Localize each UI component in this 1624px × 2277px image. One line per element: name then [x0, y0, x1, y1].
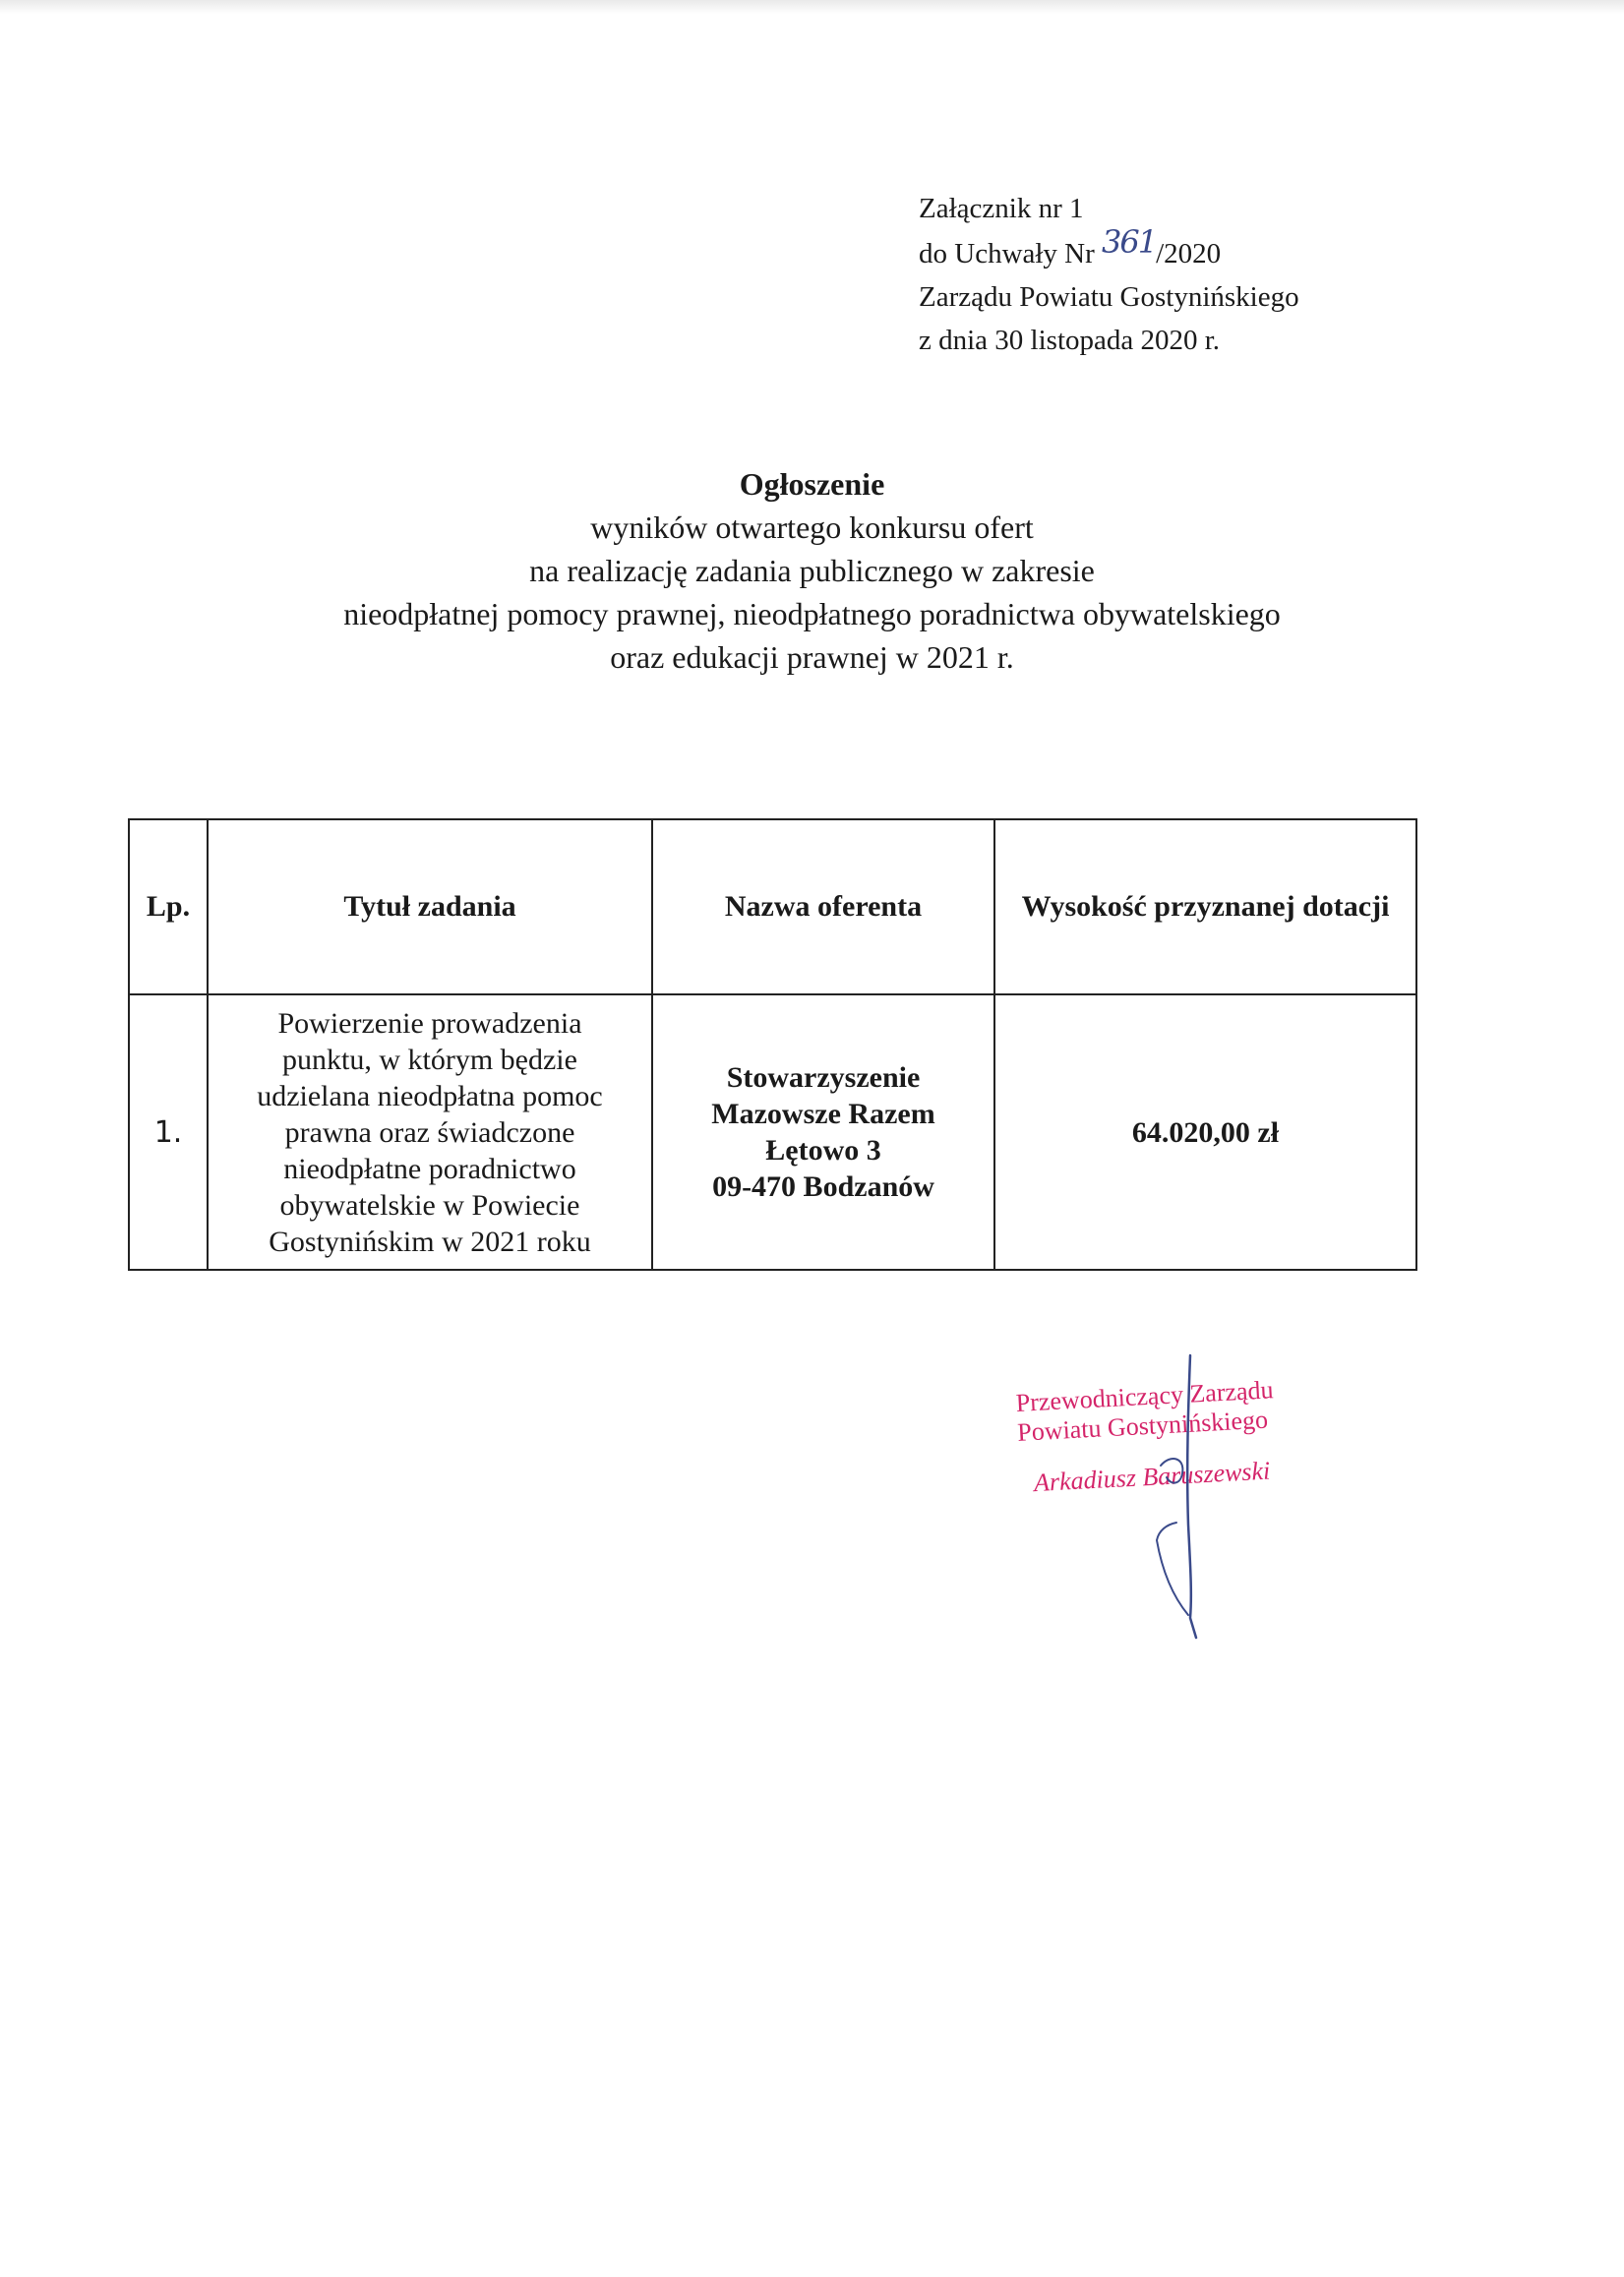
table-row	[129, 994, 1416, 1270]
stamp-line-1: Przewodniczący Zarządu	[1015, 1375, 1275, 1417]
stamp-line-2: Powiatu Gostynińskiego	[1016, 1405, 1269, 1447]
table-header-row	[129, 819, 1416, 994]
announcement-line-4: oraz edukacji prawnej w 2021 r.	[610, 639, 1014, 675]
row-task-title	[208, 994, 652, 1270]
annex-line-4: z dnia 30 listopada 2020 r.	[919, 325, 1221, 356]
announcement-line-1: wyników otwartego konkursu ofert	[590, 509, 1034, 545]
task-title-line: punktu, w którym będzie	[282, 1043, 577, 1076]
header-offeror-name: Nazwa oferenta	[652, 819, 994, 994]
row-grant-amount: 64.020,00 zł	[994, 994, 1416, 1270]
handwritten-signature	[1131, 1348, 1249, 1643]
annex-line-2	[919, 223, 1299, 275]
announcement-heading: Ogłoszenie	[739, 466, 885, 502]
announcement-title	[0, 462, 1624, 679]
annex-line-1: Załącznik nr 1	[919, 193, 1084, 224]
header-lp: Lp.	[129, 819, 208, 994]
announcement-line-3: nieodpłatnej pomocy prawnej, nieodpłatnego poradnictwa obywatelskiego	[343, 596, 1281, 631]
stamp-signatory-name: Arkadiusz Baruszewski	[1033, 1456, 1271, 1498]
offeror-line: Mazowsze Razem	[711, 1098, 935, 1130]
results-table	[128, 818, 1417, 1271]
row-lp: 1.	[129, 994, 208, 1270]
row-offeror	[652, 994, 994, 1270]
task-title-line: Gostynińskim w 2021 roku	[269, 1225, 591, 1258]
announcement-line-2: na realizację zadania publicznego w zakresie	[529, 553, 1095, 588]
task-title-line: obywatelskie w Powiecie	[279, 1188, 580, 1222]
handwritten-resolution-number: 361	[1102, 223, 1157, 261]
offeror-line: Łętowo 3	[765, 1134, 881, 1167]
scan-edge-shadow	[0, 0, 1624, 14]
annex-reference	[919, 187, 1299, 362]
annex-resolution-prefix: do Uchwały Nr	[919, 238, 1103, 270]
offeror-line: Stowarzyszenie	[726, 1061, 921, 1094]
header-task-title: Tytuł zadania	[208, 819, 652, 994]
task-title-line: prawna oraz świadczone	[284, 1115, 575, 1149]
task-title-line: udzielana nieodpłatna pomoc	[257, 1079, 603, 1112]
header-grant-amount: Wysokość przyznanej dotacji	[994, 819, 1416, 994]
task-title-line: Powierzenie prowadzenia	[277, 1006, 582, 1040]
annex-resolution-year: /2020	[1156, 238, 1222, 270]
offeror-line: 09-470 Bodzanów	[712, 1170, 934, 1203]
annex-line-3: Zarządu Powiatu Gostynińskiego	[919, 281, 1299, 313]
task-title-line: nieodpłatne poradnictwo	[283, 1152, 576, 1185]
